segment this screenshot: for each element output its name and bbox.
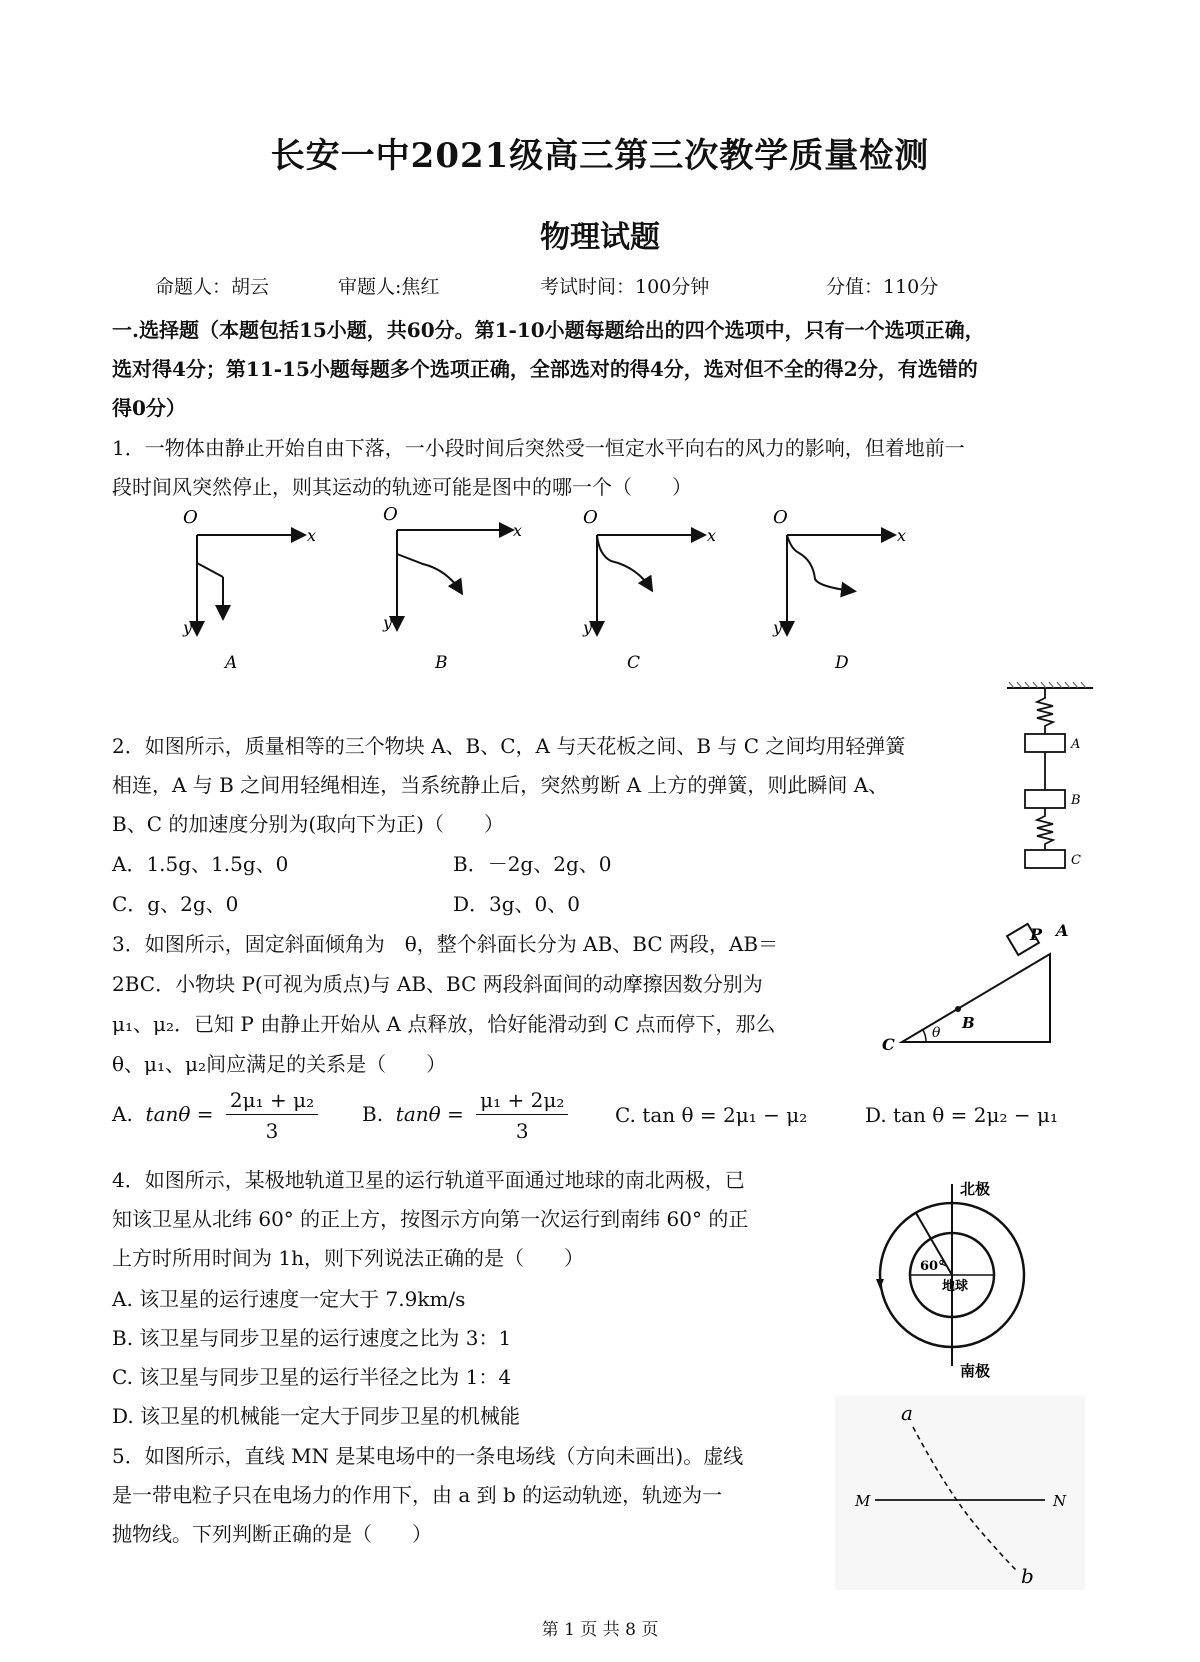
q4-option-d: D. 该卫星的机械能一定大于同步卫星的机械能 [112,1404,521,1428]
x-axis-label: x [707,526,717,545]
block-b-label: B [1071,793,1081,808]
q2-option-c: C．g、2g、0 [112,892,239,916]
q2-text: B、C 的加速度分别为(取向下为正)（ ） [112,812,504,836]
q2-option-a: A．1.5g、1.5g、0 [112,852,289,876]
q3-option-b [362,1088,568,1143]
q1-figure-c [575,505,735,675]
fraction [476,1088,568,1143]
q3-option-a [112,1088,318,1143]
q3-text: 2BC．小物块 P(可视为质点)与 AB、BC 两段斜面间的动摩擦因数分别为 [112,972,763,996]
q2-option-d: D．3g、0、0 [453,892,581,916]
option-prefix: A. [112,1102,133,1126]
exam-subtitle: 物理试题 [540,220,660,255]
x-axis-label: x [897,526,907,545]
q4-text: 知该卫星从北纬 60° 的正上方，按图示方向第一次运行到南纬 60° 的正 [112,1207,749,1231]
option-lhs: tanθ = [145,1102,214,1126]
figure-label: C [627,653,641,673]
q2-text: 2．如图所示，质量相等的三个物块 A、B、C，A 与天花板之间、B 与 C 之间均用轻弹簧 [112,734,906,758]
block-c-label: C [1071,853,1081,868]
q3-text: 3．如图所示，固定斜面倾角为 θ，整个斜面长分为 AB、BC 两段，AB＝ [112,932,779,956]
q5-text: 是一带电粒子只在电场力的作用下，由 a 到 b 的运动轨迹，轨迹为一 [112,1483,723,1507]
q1-text: 段时间风突然停止，则其运动的轨迹可能是图中的哪一个（ ） [112,475,692,499]
page-number: 第 1 页 共 8 页 [541,1620,659,1640]
earth-label: 地球 [942,1279,969,1294]
south-pole-label: 南极 [960,1362,991,1380]
point-c-label: C [882,1035,895,1054]
point-a-label: a [901,1401,913,1425]
q2-option-b: B．－2g、2g、0 [453,852,612,876]
q3-option-c: C. tan θ = 2μ₁ − μ₂ [615,1103,808,1127]
q3-text: θ、μ₁、μ₂间应满足的关系是（ ） [112,1052,447,1076]
section-instruction-line: 一.选择题（本题包括15小题，共60分。第1-10小题每题给出的四个选项中，只有一个选项正确， [112,318,985,342]
origin-label: O [183,507,198,528]
fraction [226,1088,318,1143]
origin-label: O [583,507,598,528]
x-axis-label: x [513,521,523,540]
figure-label: D [835,653,849,673]
q5-text: 5．如图所示，直线 MN 是某电场中的一条电场线（方向未画出)。虚线 [112,1444,744,1468]
y-axis-label: y [583,618,593,637]
reviewer: 审题人:焦红 [338,276,440,298]
y-axis-label: y [383,613,393,632]
q1-figure-d [765,505,925,675]
q4-text: 上方时所用时间为 1h，则下列说法正确的是（ ） [112,1246,584,1270]
origin-label: O [773,507,788,528]
q4-option-a: A. 该卫星的运行速度一定大于 7.9km/s [112,1287,466,1311]
q5-field-figure [835,1395,1085,1590]
point-a-label: A [1056,921,1069,940]
q4-orbit-figure [880,1180,1060,1380]
q1-figure-a [175,505,335,675]
point-m-label: M [855,1492,871,1510]
section-instruction-line: 得0分） [112,396,186,420]
north-pole-label: 北极 [960,1180,991,1198]
q2-text: 相连，A 与 B 之间用轻绳相连，当系统静止后，突然剪断 A 上方的弹簧，则此瞬间 A、 [112,773,889,797]
y-axis-label: y [183,618,193,637]
point-b-label: B [962,1014,975,1032]
figure-label: A [225,653,238,673]
q5-text: 抛物线。下列判断正确的是（ ） [112,1522,432,1546]
section-instruction-line: 选对得4分；第11-15小题每题多个选项正确，全部选对的得4分，选对但不全的得2分，有选错的 [112,357,978,381]
q3-text: μ₁、μ₂．已知 P 由静止开始从 A 点释放，恰好能滑动到 C 点而停下，那么 [112,1012,776,1036]
numerator: 2μ₁ + μ₂ [226,1088,318,1115]
q3-incline-figure [880,918,1090,1053]
q1-figure-b [375,500,535,673]
exam-duration: 考试时间：100分钟 [540,276,710,298]
q1-text: 1．一物体由静止开始自由下落，一小段时间后突然受一恒定水平向右的风力的影响，但着地前一 [112,436,965,460]
point-p-label: P [1030,925,1043,944]
q2-spring-figure [1005,682,1100,877]
exam-title: 长安一中2021级高三第三次教学质量检测 [270,136,930,176]
origin-label: O [383,504,398,525]
figure-label: B [435,653,448,673]
q4-text: 4．如图所示，某极地轨道卫星的运行轨道平面通过地球的南北两极，已 [112,1168,745,1192]
denominator: 3 [515,1119,529,1143]
option-lhs: tanθ = [395,1102,464,1126]
q3-option-d: D. tan θ = 2μ₂ − μ₁ [865,1103,1058,1127]
y-axis-label: y [773,618,783,637]
q4-option-b: B. 该卫星与同步卫星的运行速度之比为 3：1 [112,1326,512,1350]
q4-option-c: C. 该卫星与同步卫星的运行半径之比为 1：4 [112,1365,512,1389]
point-b-label: b [1021,1564,1034,1588]
angle-label: 60° [920,1259,945,1274]
option-prefix: B. [362,1102,384,1126]
x-axis-label: x [307,526,317,545]
numerator: μ₁ + 2μ₂ [476,1088,568,1115]
exam-score: 分值：110分 [826,276,939,298]
denominator: 3 [265,1119,279,1143]
point-n-label: N [1053,1492,1067,1510]
block-a-label: A [1071,737,1081,752]
author: 命题人：胡云 [155,276,270,298]
angle-theta-label: θ [932,1025,941,1041]
